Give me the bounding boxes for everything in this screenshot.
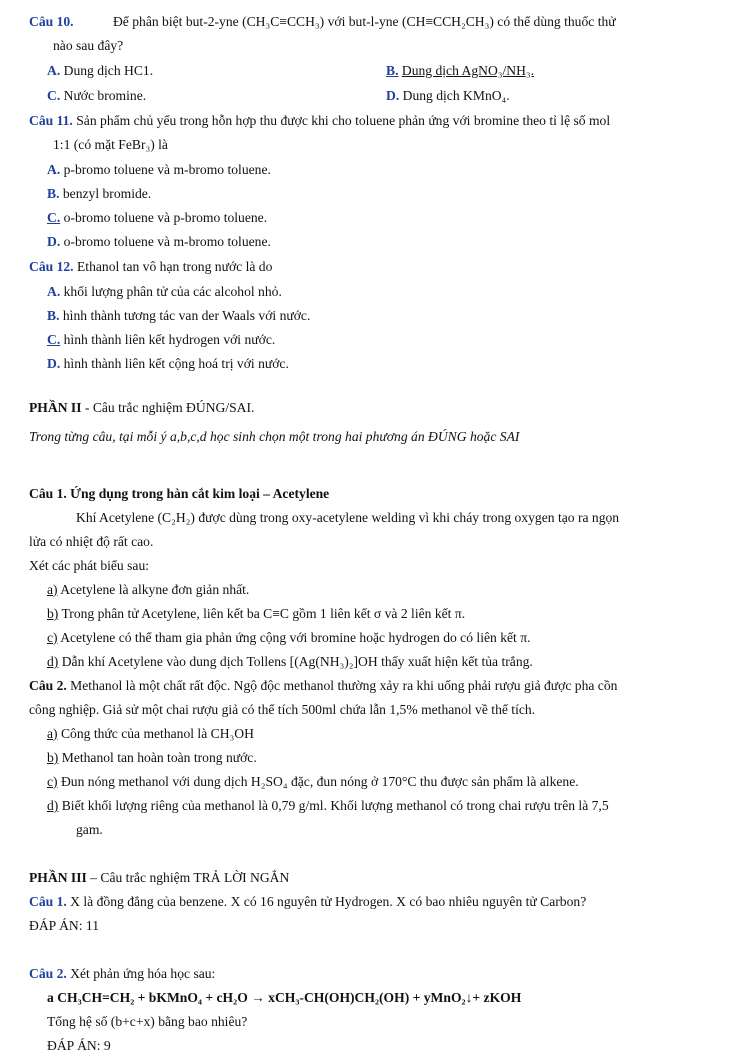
part3-c1-label: Câu 1.	[29, 894, 67, 909]
q10-stem-2: nào sau đây?	[53, 38, 124, 53]
part3-c1-text: Câu 1. X là đồng đẳng của benzene. X có 16 nguyên tử Hydrogen. X có bao nhiêu nguyên tử Carbon?	[29, 894, 587, 909]
part3-c2-question: Tổng hệ số (b+c+x) bằng bao nhiêu?	[47, 1014, 248, 1029]
part2-c1-statement-c: c) Acetylene có thể tham gia phản ứng cộng với bromine hoặc hydrogen do có liên kết π.	[47, 630, 531, 645]
part2-c1-statement-b: b) Trong phân tử Acetylene, liên kết ba C≡C gồm 1 liên kết σ và 2 liên kết π.	[47, 606, 466, 621]
q12-option-d: D. hình thành liên kết cộng hoá trị với nước.	[47, 356, 289, 371]
part2-c1-statement-a: a) Acetylene là alkyne đơn giản nhất.	[47, 582, 250, 597]
part3-c2-reaction: a CH₃CH=CH₂ + bKMnO₄ + cH₂O → xCH₃-CH(OH)CH₂(OH) + yMnO₂↓+ zKOH	[47, 990, 522, 1005]
part2-c2-statement-c: c) Đun nóng methanol với dung dịch H₂SO₄ đặc, đun nóng ở 170°C thu được sản phẩm là alkene.	[47, 774, 579, 789]
q12-stem: Câu 12. Ethanol tan vô hạn trong nước là do	[29, 259, 273, 274]
q11-stem-2: 1:1 (có mặt FeBr₃) là	[53, 137, 168, 152]
part2-c2-statement-a: a) Công thức của methanol là CH₃OH	[47, 726, 254, 741]
part2-c2-intro-1: Câu 2. Methanol là một chất rất độc. Ngộ độc methanol thường xảy ra khi uống phải rượu giả được pha cồn	[29, 678, 618, 693]
part3-c2-answer: ĐÁP ÁN: 9	[47, 1038, 111, 1053]
q12-option-b: B. hình thành tương tác van der Waals với nước.	[47, 308, 311, 323]
q12-option-c-correct: C. hình thành liên kết hydrogen với nước.	[47, 332, 276, 347]
q11-option-a: A. p-bromo toluene và m-bromo toluene.	[47, 162, 271, 177]
q10-option-c: C. Nước bromine.	[47, 88, 147, 103]
part2-c2-statement-d-cont: gam.	[76, 822, 103, 837]
part2-c2-intro-2: công nghiệp. Giả sử một chai rượu giả có thể tích 500ml chứa lẫn 1,5% methanol về thể tích.	[29, 702, 536, 717]
part2-c1-intro-1: Khí Acetylene (C₂H₂) được dùng trong oxy-acetylene welding vì khi cháy trong oxygen tạo ra ngọn	[76, 510, 620, 525]
q11-option-d: D. o-bromo toluene và m-bromo toluene.	[47, 234, 271, 249]
part3-c2-text: Câu 2. Xét phản ứng hóa học sau:	[29, 966, 216, 981]
q10-stem-text-1: Để phân biệt but-2-yne (CH₃C≡CCH₃) với but-l-yne (CH≡CCH₂CH₃) có thể dùng thuốc thử	[112, 14, 616, 29]
part2-heading: PHẦN II - Câu trắc nghiệm ĐÚNG/SAI.	[29, 400, 255, 415]
part3-heading: PHẦN III – Câu trắc nghiệm TRẢ LỜI NGẮN	[29, 870, 290, 885]
q10-option-d: D. Dung dịch KMnO₄.	[386, 88, 510, 103]
q10-label: Câu 10.	[29, 14, 74, 29]
q10-option-b-correct: B. Dung dịch AgNO₃/NH₃.	[386, 63, 535, 78]
part2-c2-label: Câu 2.	[29, 678, 67, 693]
q11-option-c-correct: C. o-bromo toluene và p-bromo toluene.	[47, 210, 268, 225]
q12-label: Câu 12.	[29, 259, 74, 274]
q11-label: Câu 11.	[29, 113, 73, 128]
part3-c2-label: Câu 2.	[29, 966, 67, 981]
q12-option-a: A. khối lượng phân tử của các alcohol nhỏ.	[47, 284, 282, 299]
part2-c1-consider: Xét các phát biểu sau:	[29, 558, 150, 573]
part3-c1-answer: ĐÁP ÁN: 11	[29, 918, 99, 933]
part2-c1-intro-2: lửa có nhiệt độ rất cao.	[29, 534, 154, 549]
part2-instruction: Trong từng câu, tại mỗi ý a,b,c,d học sinh chọn một trong hai phương án ĐÚNG hoặc SAI	[29, 429, 520, 444]
q11-stem: Câu 11. Sản phẩm chủ yếu trong hỗn hợp thu được khi cho toluene phản ứng với bromine theo tỉ lệ số mol	[29, 113, 611, 128]
part2-c1-title: Câu 1. Ứng dụng trong hàn cắt kim loại – Acetylene	[29, 486, 330, 501]
q10-stem	[29, 13, 616, 31]
q10-option-a: A. Dung dịch HC1.	[47, 63, 154, 78]
part2-c2-statement-d: d) Biết khối lượng riêng của methanol là 0,79 g/ml. Khối lượng methanol có trong chai rượu trên là 7,5	[47, 798, 609, 813]
part2-c2-statement-b: b) Methanol tan hoàn toàn trong nước.	[47, 750, 257, 765]
part2-c1-statement-d: d) Dẫn khí Acetylene vào dung dịch Tollens [(Ag(NH₃)₂]OH thấy xuất hiện kết tủa trắng.	[47, 654, 533, 669]
q11-option-b: B. benzyl bromide.	[47, 186, 152, 201]
